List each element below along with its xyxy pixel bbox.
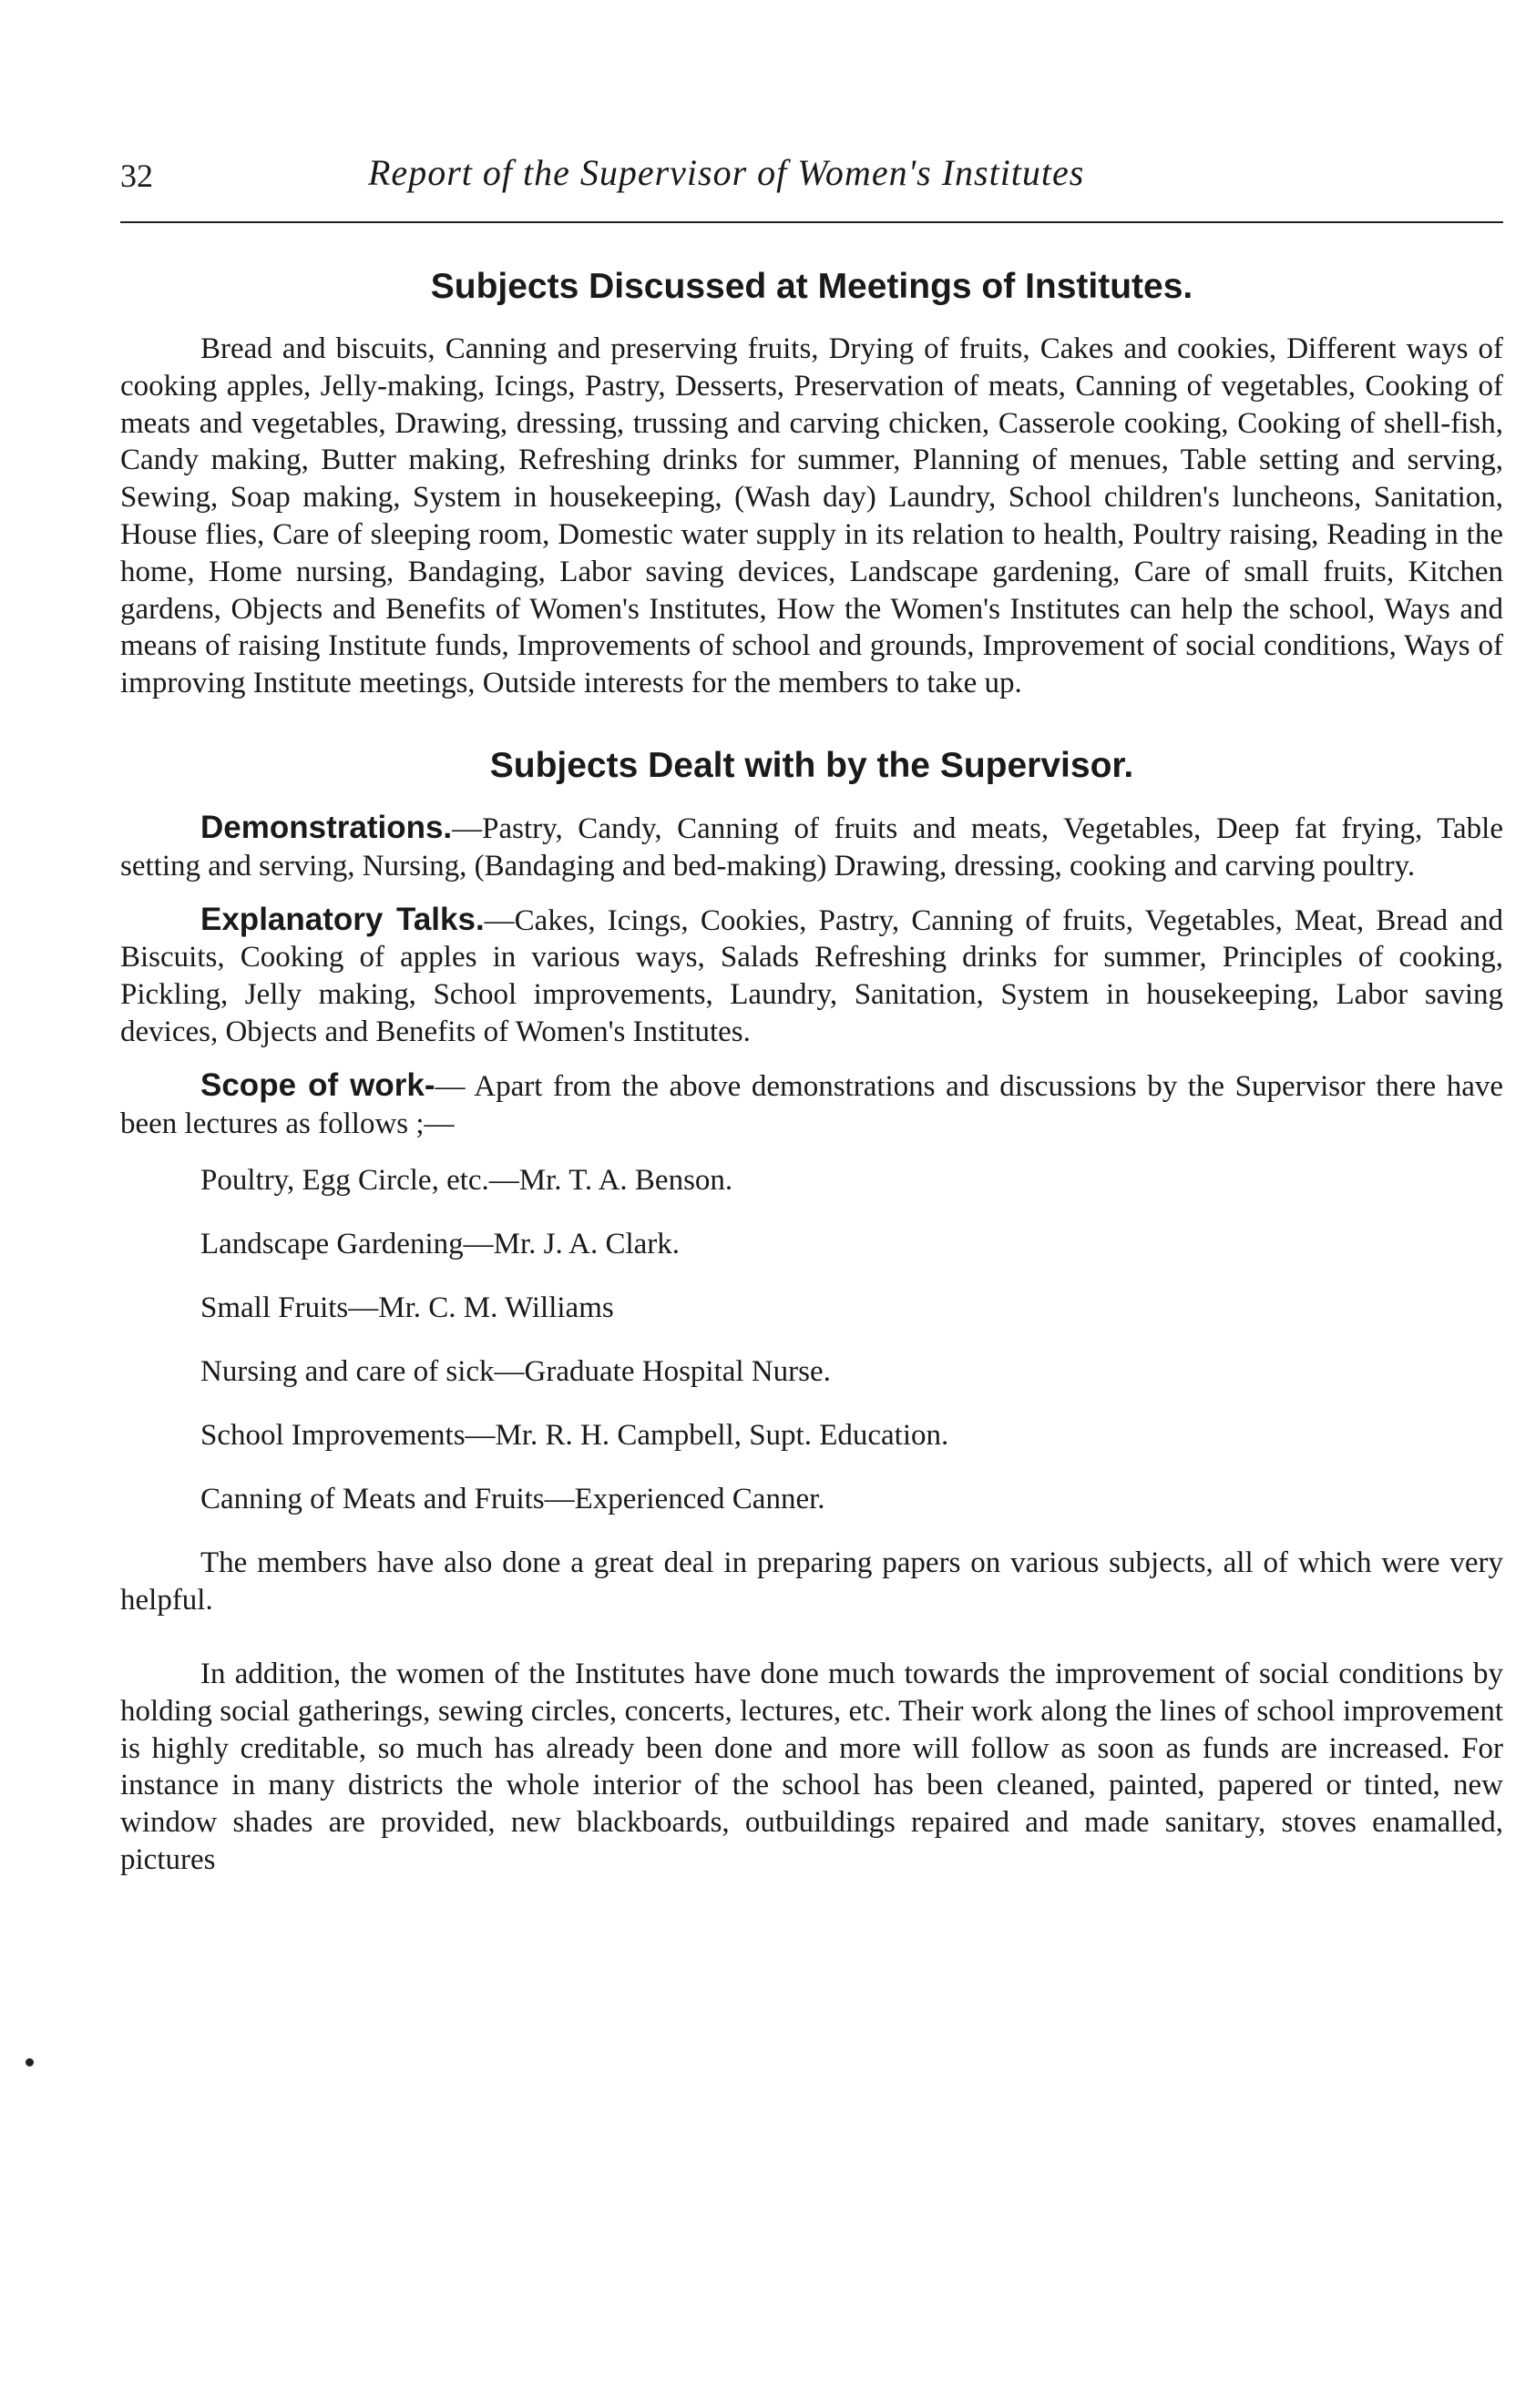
lecture-item: School Improvements—Mr. R. H. Campbell, Supt. Education. [200,1419,949,1453]
scope-of-work-text: — Apart from the above demonstrations and discussions by the Supervisor there have been lectures as follows ;— [120,1069,1504,1140]
running-title: Report of the Supervisor of Women's Institutes [368,152,1085,193]
demonstrations-paragraph [120,810,1503,885]
page-body [120,260,1503,1879]
scope-of-work-paragraph [120,1067,1503,1143]
section-heading-subjects-dealt: Subjects Dealt with by the Supervisor. [489,745,1134,785]
demonstrations-label: Demonstrations. [200,809,453,845]
explanatory-talks-text: —Cakes, Icings, Cookies, Pastry, Canning of fruits, Vegetables, Meat, Bread and Biscuits, Cooking of apples in various ways, Salads Refreshing drinks for summer, Principles of cooking, Pickling, Jelly making, School improvements, Laundry, Sanitation, System in housekeeping, Labor saving devices, Objects and Benefits of Women's Institutes. [120,903,1503,1048]
lecture-item: Canning of Meats and Fruits—Experienced Canner. [200,1483,825,1516]
explanatory-talks-label: Explanatory Talks. [200,901,485,937]
members-papers-paragraph: The members have also done a great deal in preparing papers on various subjects, all of which were very helpful. [120,1546,1503,1617]
demonstrations-text: —Pastry, Candy, Canning of fruits and meats, Vegetables, Deep fat frying, Table setting and serving, Nursing, (Bandaging and bed-making) Drawing, dressing, cooking and carving poultry. [120,811,1503,883]
subjects-discussed-paragraph: Bread and biscuits, Canning and preserving fruits, Drying of fruits, Cakes and cookies, Different ways of cooking apples, Jelly-making, Icings, Pastry, Desserts, Preservation of meats, Canning of vegetables, Cooking of meats and vegetables, Drawing, dressing, trussing and carving chicken, Casserole cooking, Cooking of shell-fish, Candy making, Butter making, Refreshing drinks for summer, Planning of menues, Table setting and serving, Sewing, Soap making, System in housekeeping, (Wash day) Laundry, School children's luncheons, Sanitation, House flies, Care of sleeping room, Domestic water supply in its relation to health, Poultry raising, Reading in the home, Home nursing, Bandaging, Labor saving devices, Landscape gardening, Care of small fruits, Kitchen gardens, Objects and Benefits of Women's Institutes, How the Women's Institutes can help the school, Ways and means of raising Institute funds, Improvements of school and grounds, Improvement of social conditions, Ways of improving Institute meetings, Outside interests for the members to take up. [120,332,1503,700]
running-header [120,151,1503,206]
lecture-list [120,1162,1503,1517]
lecture-item: Poultry, Egg Circle, etc.—Mr. T. A. Benson. [200,1164,733,1198]
header-rule [120,221,1503,223]
lecture-item: Small Fruits—Mr. C. M. Williams [200,1291,614,1325]
page-number: 32 [120,158,153,194]
explanatory-talks-paragraph [120,902,1503,1051]
social-conditions-paragraph: In addition, the women of the Institutes have done much towards the improvement of social conditions by holding social gatherings, sewing circles, concerts, lectures, etc. Their work along the lines of school improvement is highly creditable, so much has already been done and more will follow as soon as funds are increased. For instance in many districts the whole interior of the school has been cleaned, painted, papered or tinted, new window shades are provided, new blackboards, outbuildings repaired and made sanitary, stoves enamalled, pictures [120,1657,1503,1876]
scope-of-work-label: Scope of work- [200,1066,435,1103]
section-heading-subjects-discussed: Subjects Discussed at Meetings of Institutes. [430,267,1193,306]
lecture-item: Nursing and care of sick—Graduate Hospital Nurse. [200,1355,831,1389]
lecture-item: Landscape Gardening—Mr. J. A. Clark. [200,1228,681,1261]
margin-mark [26,2058,34,2066]
